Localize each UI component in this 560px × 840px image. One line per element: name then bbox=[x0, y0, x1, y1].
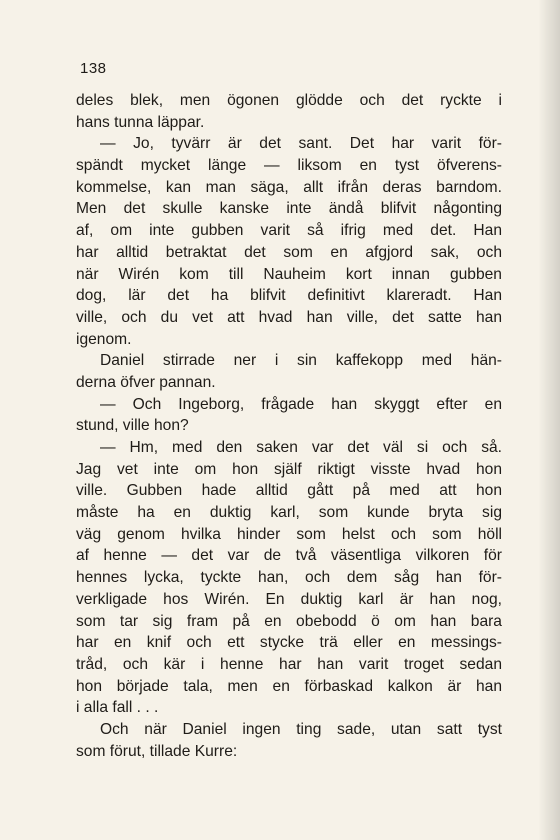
text-line: Och när Daniel ingen ting sade, utan satt tyst bbox=[100, 720, 502, 738]
text-line: som tar sig fram på en obebodd ö om han bara bbox=[76, 612, 502, 630]
text-line: måste ha en duktig karl, som kunde bryta sig bbox=[76, 504, 502, 522]
spine-shadow bbox=[538, 0, 560, 840]
text-line: hon började tala, men en förbaskad kalkon är han bbox=[76, 677, 502, 695]
text-line: väg genom hvilka hinder som helst och som höll bbox=[76, 525, 502, 543]
text-line: hennes lycka, tyckte han, och dem såg han för- bbox=[76, 569, 502, 587]
text-line: Men det skulle kanske inte ändå blifvit någonting bbox=[76, 200, 502, 218]
text-line: ville. Gubben hade alltid gått på med att hon bbox=[76, 482, 502, 500]
text-line: — Och Ingeborg, frågade han skyggt efter en bbox=[100, 395, 502, 413]
text-line: som förut, tillade Kurre: bbox=[76, 742, 238, 760]
body-text bbox=[76, 90, 502, 762]
text-line: — Hm, med den saken var det väl si och så. bbox=[100, 439, 502, 456]
text-line: hans tunna läppar. bbox=[76, 113, 205, 131]
text-line: Daniel stirrade ner i sin kaffekopp med hän- bbox=[100, 352, 502, 370]
text-line: när Wirén kom till Nauheim kort innan gubben bbox=[76, 265, 502, 283]
text-line: deles blek, men ögonen glödde och det ryckte i bbox=[76, 92, 502, 109]
text-line: i alla fall . . . bbox=[76, 699, 159, 717]
text-line: Jag vet inte om hon själf riktigt visste hvad hon bbox=[76, 460, 502, 478]
text-line: — Jo, tyvärr är det sant. Det har varit för- bbox=[100, 135, 502, 153]
text-line: kommelse, kan man säga, allt ifrån deras barndom. bbox=[76, 178, 502, 196]
text-line: af henne — det var de två väsentliga vilkoren för bbox=[76, 547, 502, 565]
text-line: har alltid betraktat det som en afgjord sak, och bbox=[76, 243, 502, 261]
text-line: verkligade hos Wirén. En duktig karl är han nog, bbox=[76, 590, 502, 608]
text-line: tråd, och kär i henne har han varit troget sedan bbox=[76, 655, 502, 673]
text-line: derna öfver pannan. bbox=[76, 373, 216, 391]
page-number: 138 bbox=[80, 60, 107, 77]
text-line: dog, lär det ha blifvit definitivt klareradt. Han bbox=[76, 287, 502, 305]
text-line: stund, ville hon? bbox=[76, 417, 189, 435]
text-line: af, om inte gubben varit så ifrig med det. Han bbox=[76, 222, 502, 240]
text-line: ville, och du vet att hvad han ville, det satte han bbox=[76, 308, 502, 326]
text-line: igenom. bbox=[76, 330, 132, 348]
text-line: har en knif och ett stycke trä eller en messings- bbox=[76, 634, 502, 652]
text-line: spändt mycket länge — liksom en tyst öfverens- bbox=[76, 157, 502, 175]
